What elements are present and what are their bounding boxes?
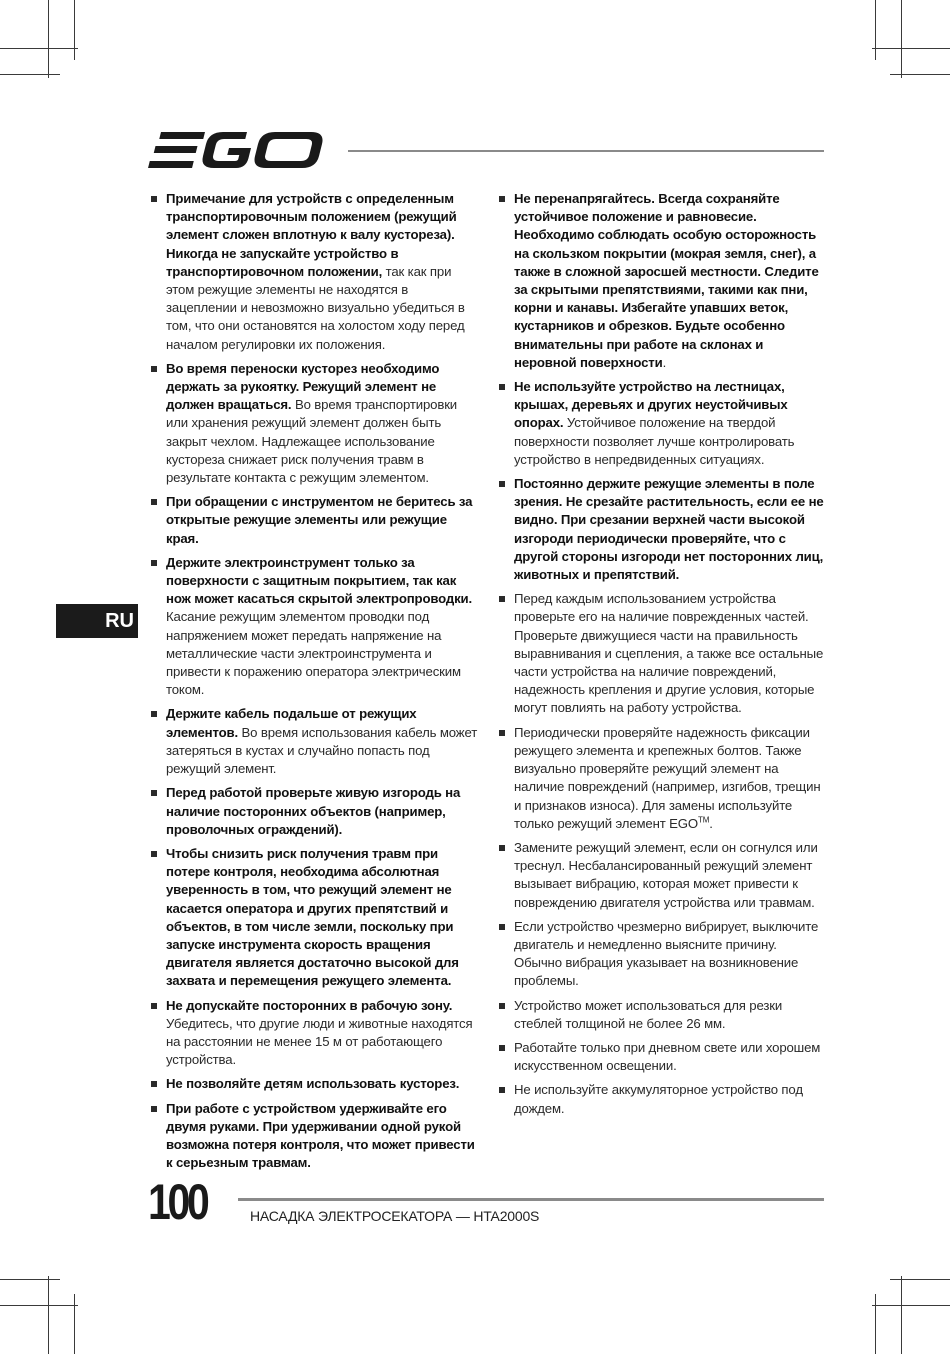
item-bold-text: Не допускайте посторонних в рабочую зону.	[166, 997, 453, 1013]
square-bullet-icon	[151, 851, 157, 857]
square-bullet-icon	[151, 1003, 157, 1009]
item-bold-text: При работе с устройством удерживайте его двумя руками. При удерживании одной рукой возможна потеря контроля, что может привести к серьезным травмам.	[166, 1100, 475, 1171]
safety-list-item	[496, 590, 826, 717]
crop-mark	[901, 1276, 902, 1354]
crop-mark	[901, 0, 902, 78]
item-bold-text: Держите электроинструмент только за поверхности с защитным покрытием, так как нож может касаться скрытой электропроводки.	[166, 554, 473, 607]
crop-mark	[48, 0, 49, 78]
square-bullet-icon	[151, 499, 157, 505]
crop-mark	[74, 0, 75, 60]
item-bold-text: Не позволяйте детям использовать кусторез.	[166, 1076, 460, 1092]
item-bold-text: Чтобы снизить риск получения травм при потере контроля, необходима абсолютная уверенность в том, что режущий элемент не касается оператора и других препятствий и объектов, в том числе земли, поскольку при запуске инструмента скорость вращения двигателя является достаточно высокой для захвата и перемещения режущего элемента.	[166, 845, 459, 989]
square-bullet-icon	[499, 1087, 505, 1093]
crop-mark	[890, 1279, 950, 1280]
footer-rule	[238, 1198, 824, 1201]
safety-list-item	[148, 1100, 480, 1173]
crop-mark	[875, 0, 876, 60]
crop-mark	[875, 1294, 876, 1354]
square-bullet-icon	[151, 196, 157, 202]
square-bullet-icon	[499, 730, 505, 736]
item-body-text: Периодически проверяйте надежность фиксации режущего элемента и крепежных болтов. Также визуально проверяйте режущий элемент на наличие повреждений (например, изгибов, трещин и признаков износа). Для замены используйте только режущий элемент EGO	[514, 724, 821, 831]
safety-list-item	[148, 190, 480, 354]
ego-logo	[148, 128, 332, 172]
item-bold-text: Держите кабель подальше от режущих элементов.	[166, 706, 417, 740]
square-bullet-icon	[499, 924, 505, 930]
safety-list-item	[148, 784, 480, 839]
item-body-text: Касание режущим элементом проводки под напряжением может передать напряжение на металлические части электроинструмента и привести к поражению оператора электрическим током.	[166, 609, 461, 698]
item-body-text: Перед каждым использованием устройства проверьте его на наличие поврежденных частей. Проверьте движущиеся части на правильность выравнивания и сцепления, а также все остальные части устройства на наличие повреждений, надежность крепления и другие условия, которые могут повлиять на работу устройства.	[514, 591, 824, 716]
safety-list-item	[496, 190, 826, 372]
safety-list-item	[148, 493, 480, 548]
square-bullet-icon	[499, 1003, 505, 1009]
square-bullet-icon	[499, 1045, 505, 1051]
square-bullet-icon	[499, 481, 505, 487]
header-rule	[348, 150, 824, 152]
crop-mark	[74, 1294, 75, 1354]
item-bold-text: Перед работой проверьте живую изгородь на наличие посторонних объектов (например, проволочных ограждений).	[166, 785, 461, 837]
crop-mark	[0, 48, 78, 49]
safety-list-item	[496, 724, 826, 833]
safety-list-item	[148, 997, 480, 1070]
item-tail-text: .	[709, 815, 713, 831]
page-number: 100	[148, 1174, 207, 1230]
crop-mark	[872, 48, 950, 49]
item-body-text: так как при этом режущие элементы не находятся в зацеплении и невозможно визуально убедиться в том, что они остановятся на холостом ходу перед началом регулировки их положения.	[166, 263, 465, 352]
safety-list-item	[496, 918, 826, 991]
language-tab: RU	[56, 604, 138, 638]
crop-mark	[872, 1305, 950, 1306]
safety-list-item	[496, 1039, 826, 1075]
item-body-text: Работайте только при дневном свете или хорошем искусственном освещении.	[514, 1039, 821, 1074]
item-body-text: Не используйте аккумуляторное устройство под дождем.	[514, 1082, 803, 1116]
item-body-text: Устройство может использоваться для резки стеблей толщиной не более 26 мм.	[514, 997, 783, 1031]
safety-list-item	[148, 360, 480, 487]
safety-list-item	[496, 1081, 826, 1117]
safety-list-item	[148, 554, 480, 700]
square-bullet-icon	[151, 790, 157, 796]
safety-list-item	[496, 839, 826, 912]
item-bold-text: Не перенапрягайтесь. Всегда сохраняйте устойчивое положение и равновесие. Необходимо соблюдать особую осторожность на скользком покрытии (мокрая земля, снег), а также в сложной заросшей местности. Следите за скрытыми препятствиями, такими как пни, корни и канавы. Избегайте упавших веток, кустарников и обрезков. Будьте особенно внимательны при работе на склонах и неровной поверхности	[514, 191, 819, 370]
item-body-text: Убедитесь, что другие люди и животные находятся на расстоянии не менее 15 м от работающего устройства.	[166, 1015, 473, 1068]
square-bullet-icon	[499, 596, 505, 602]
item-bold-text: Примечание для устройств с определенным транспортировочным положением (режущий элемент сложен вплотную к валу кустореза). Никогда не запускайте устройство в транспортировочном положении,	[166, 191, 457, 279]
safety-list-item	[496, 378, 826, 469]
item-bold-text: Постоянно держите режущие элементы в поле зрения. Не срезайте растительность, если ее не видно. При срезании верхней части высокой изгороди периодически проверяйте, что с другой стороны изгороди нет посторонних лиц, животных и препятствий.	[514, 476, 824, 583]
safety-list-item	[496, 475, 826, 584]
item-bold-text: При обращении с инструментом не беритесь за открытые режущие элементы или режущие края.	[166, 494, 473, 546]
item-body-text: Замените режущий элемент, если он согнулся или треснул. Несбалансированный режущий элемент вызывает вибрацию, которая может привести к повреждению двигателя устройства или травмам.	[514, 839, 818, 910]
item-bold-text: Не используйте устройство на лестницах, крышах, деревьях и других неустойчивых опорах.	[514, 379, 788, 431]
square-bullet-icon	[151, 1106, 157, 1112]
item-body-text: Во время транспортировки или хранения режущий элемент должен быть закрыт чехлом. Надлежащее использование кустореза снижает риск получения травм в результате контакта с режущим элементом.	[166, 397, 458, 486]
item-body-text: Если устройство чрезмерно вибрирует, выключите двигатель и немедленно выясните причину. Обычно вибрация указывает на возникновение проблемы.	[514, 918, 819, 989]
crop-mark	[0, 1279, 60, 1280]
trademark-superscript: TM	[698, 815, 710, 825]
item-body-text: Во время использования кабель может затеряться в кустах и случайно попасть под режущий элемент.	[166, 724, 478, 777]
right-column	[496, 190, 826, 1124]
item-body-text: Устойчивое положение на твердой поверхности позволяет лучше контролировать устройство в непредвиденных ситуациях.	[514, 415, 795, 467]
item-bold-text: Во время переноски кусторез необходимо держать за рукоятку. Режущий элемент не должен вращаться.	[166, 360, 440, 413]
square-bullet-icon	[499, 845, 505, 851]
square-bullet-icon	[151, 711, 157, 717]
crop-mark	[0, 1305, 78, 1306]
safety-list-item	[148, 1075, 480, 1093]
crop-mark	[890, 74, 950, 75]
square-bullet-icon	[151, 366, 157, 372]
safety-list-item	[496, 997, 826, 1033]
item-body-text: .	[662, 354, 667, 370]
crop-mark	[48, 1276, 49, 1354]
square-bullet-icon	[499, 384, 505, 390]
crop-mark	[0, 74, 60, 75]
square-bullet-icon	[499, 196, 505, 202]
square-bullet-icon	[151, 1081, 157, 1087]
safety-list-item	[148, 845, 480, 991]
square-bullet-icon	[151, 560, 157, 566]
safety-list-item	[148, 705, 480, 778]
left-column	[148, 190, 480, 1178]
footer-title: НАСАДКА ЭЛЕКТРОСЕКАТОРА — HTA2000S	[250, 1208, 540, 1224]
